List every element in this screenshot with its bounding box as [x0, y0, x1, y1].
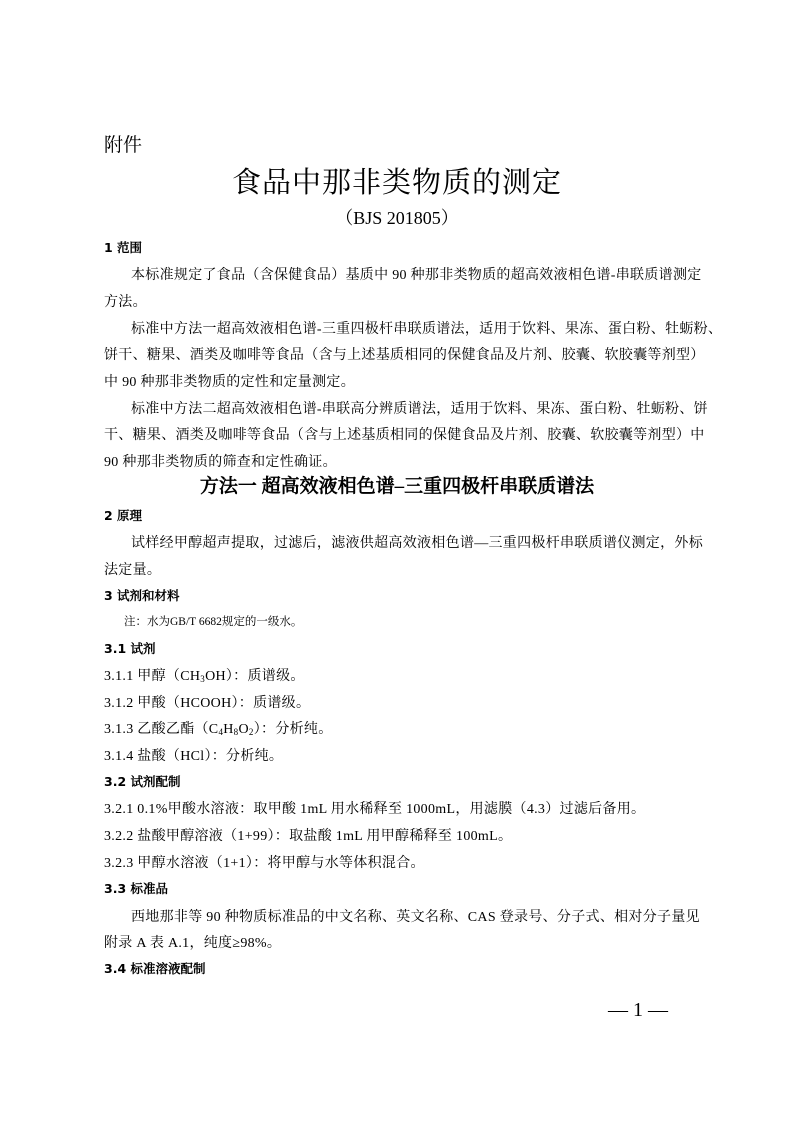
section-1-para-3-line-3: 90 种那非类物质的筛查和定性确证。 — [104, 455, 337, 470]
section-3-3-line-2: 附录 A 表 A.1，纯度≥98%。 — [104, 936, 282, 951]
section-1-para-3-line-2: 干、糖果、酒类及咖啡等食品（含与上述基质相同的保健食品及片剂、胶囊、软胶囊等剂型）中 — [104, 428, 705, 443]
section-3-4-heading: 3.4 标准溶液配制 — [104, 961, 206, 976]
section-1-para-2-line-1: 标准中方法一超高效液相色谱-三重四极杆串联质谱法，适用于饮料、果冻、蛋白粉、牡蛎粉、 — [131, 322, 723, 337]
section-2-heading: 2 原理 — [104, 508, 143, 523]
item-3-2-2: 3.2.2 盐酸甲醇溶液（1+99）：取盐酸 1mL 用甲醇稀释至 100mL。 — [104, 829, 513, 844]
section-1-para-1-line-1: 本标准规定了食品（含保健食品）基质中 90 种那非类物质的超高效液相色谱-串联质谱测定 — [131, 268, 702, 283]
section-3-1-heading: 3.1 试剂 — [104, 641, 156, 656]
section-1-heading: 1 范围 — [104, 240, 143, 255]
section-3-2-heading: 3.2 试剂配制 — [104, 774, 181, 789]
section-2-line-2: 法定量。 — [104, 563, 162, 578]
section-1-para-3-line-1: 标准中方法二超高效液相色谱-串联高分辨质谱法，适用于饮料、果冻、蛋白粉、牡蛎粉、饼 — [131, 402, 708, 417]
method-1-title: 方法一 超高效液相色谱–三重四极杆串联质谱法 — [199, 476, 595, 497]
item-3-1-4: 3.1.4 盐酸（HCl）：分析纯。 — [104, 749, 284, 764]
section-2-line-1: 试样经甲醇超声提取，过滤后，滤液供超高效液相色谱—三重四极杆串联质谱仪测定，外标 — [131, 536, 703, 551]
item-3-1-1: 3.1.1 甲醇$(CH_3OH)$：质谱级。 — [104, 669, 305, 684]
document-title: 食品中那非类物质的测定 — [231, 165, 562, 199]
section-1-para-1-line-2: 方法。 — [104, 295, 147, 310]
annex-label: 附件 — [104, 134, 143, 156]
item-3-1-3: 3.1.3 乙酸乙酯$(C_4H_8O_2)$：分析纯。 — [104, 722, 333, 737]
section-3-heading: 3 试剂和材料 — [104, 588, 180, 603]
page-number: — 1 — — [608, 999, 668, 1021]
item-3-2-1: 3.2.1 0.1%甲酸水溶液：取甲酸 1mL 用水稀释至 1000mL，用滤膜（4.3）过滤后备用。 — [104, 802, 646, 817]
item-3-2-3: 3.2.3 甲醇水溶液（1+1）：将甲醇与水等体积混合。 — [104, 856, 425, 871]
section-1-para-2-line-2: 饼干、糖果、酒类及咖啡等食品（含与上述基质相同的保健食品及片剂、胶囊、软胶囊等剂型） — [104, 348, 705, 363]
item-3-1-2: 3.1.2 甲酸（HCOOH）：质谱级。 — [104, 696, 311, 711]
section-3-3-line-1: 西地那非等 90 种物质标准品的中文名称、英文名称、CAS 登录号、分子式、相对分子量见 — [131, 910, 700, 925]
section-1-para-2-line-3: 中 90 种那非类物质的定性和定量测定。 — [104, 375, 355, 390]
document-code: （BJS 201805） — [335, 208, 459, 228]
section-3-note: 注：水为GB/T 6682规定的一级水。 — [124, 616, 303, 628]
section-3-3-heading: 3.3 标准品 — [104, 881, 168, 896]
